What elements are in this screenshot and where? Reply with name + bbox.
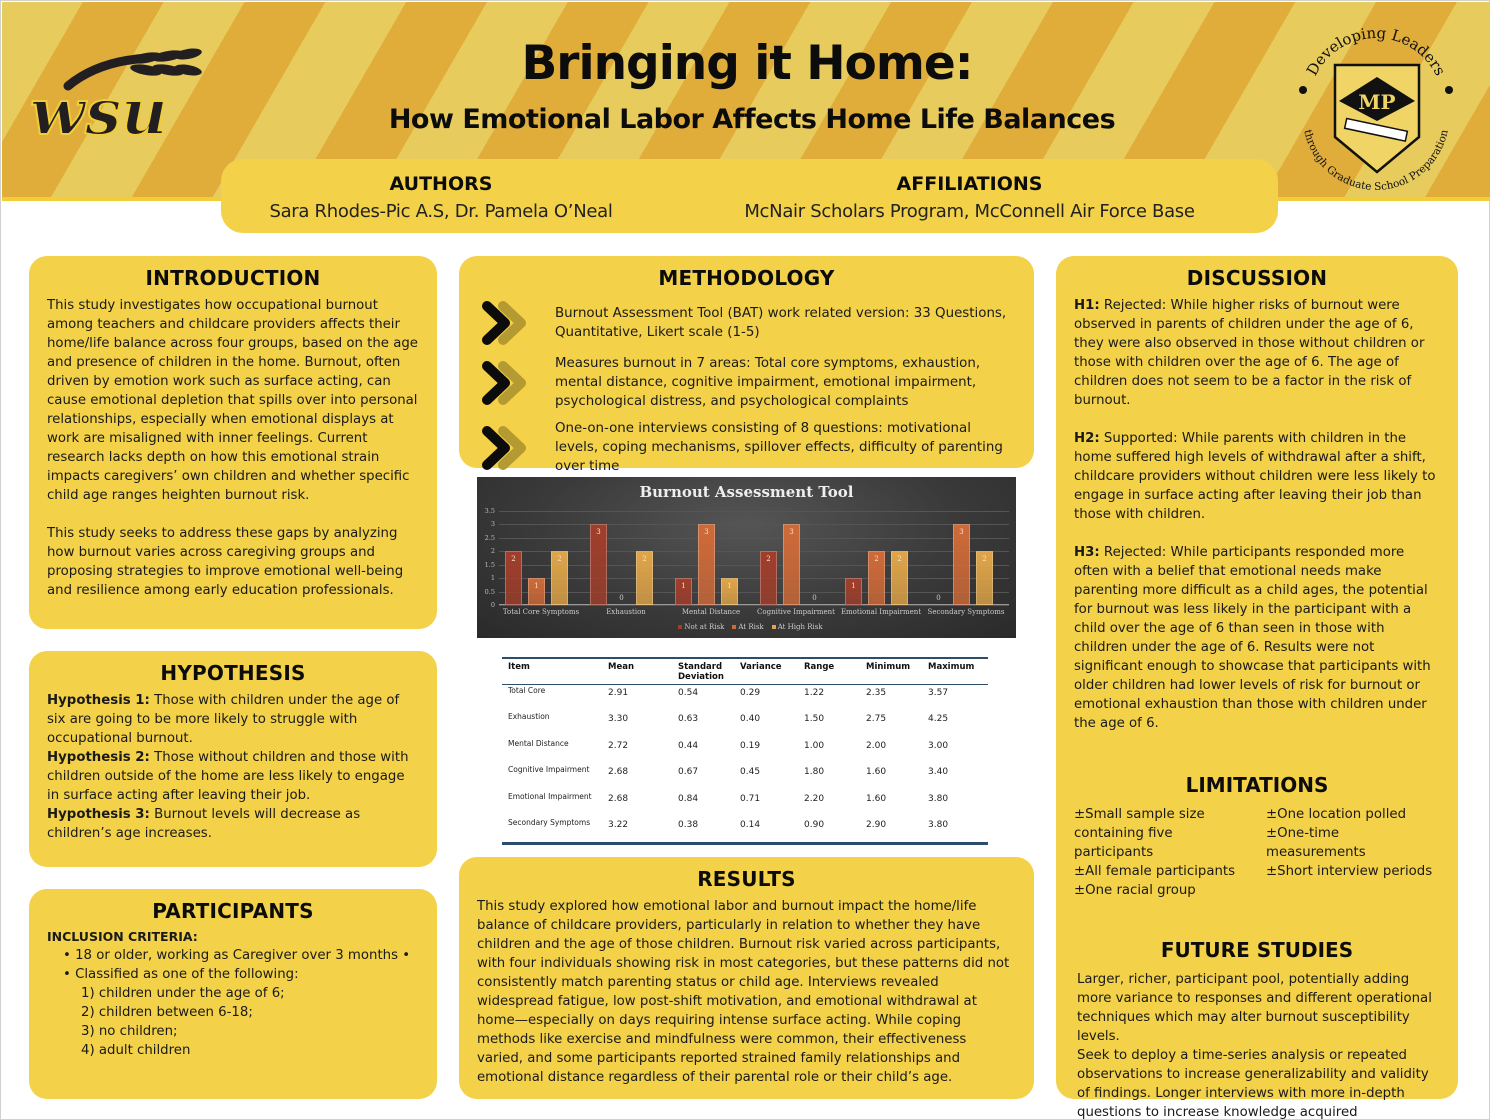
hypothesis-2: Hypothesis 2: Those without children and those with children outside of the home are less likely to engage in surface acting after leaving their job. [47, 750, 409, 803]
methodology-item-text: Measures burnout in 7 areas: Total core symptoms, exhaustion, mental distance, cognitive impairment, emotional impairment, psychological distress, and psychological complaints [555, 356, 981, 409]
hypothesis-card [29, 651, 437, 867]
table-cell: 2.72 [608, 740, 629, 751]
double-chevron-icon [477, 300, 535, 346]
methodology-card [459, 256, 1034, 474]
bar: 1 [675, 578, 692, 605]
affiliations-label: AFFILIATIONS [896, 173, 1043, 195]
bar: 3 [783, 524, 800, 605]
table-cell: 0.14 [740, 820, 761, 830]
limitation-item: containing five participants [1074, 826, 1173, 860]
y-tick-label: 3 [490, 520, 495, 529]
legend-label: At High Risk [777, 623, 823, 631]
criteria-item: • Classified as one of the following: [63, 965, 419, 984]
table-header-cell: Standard Deviation [672, 658, 734, 685]
methodology-heading: METHODOLOGY [658, 266, 835, 290]
table-cell: Total Core [508, 686, 546, 695]
table-cell: 0.19 [740, 740, 761, 751]
discussion-h1: H1: Rejected: While higher risks of burnout were observed in parents of children under the age of 6, they were also observed in those without children or those with children over the age of 6. The age of children does not seem to be a factor in the risk of burnout. [1074, 298, 1425, 408]
results-card [459, 857, 1034, 1099]
table-cell: 0.67 [678, 767, 699, 777]
discussion-card [1056, 256, 1458, 1120]
y-tick-label: 2.5 [484, 533, 495, 542]
bar-zero-label: 0 [812, 594, 817, 602]
bar: 2 [868, 551, 885, 605]
legend-label: At Risk [738, 623, 764, 631]
discussion-h3: H3: Rejected: While participants responded more often with a belief that emotional needs make parenting more difficult as a child ages, the potential for burnout was less likely in the participant with a child over the age of 6 than seen in those with children under the age of 6. Results were not significant enough to showcase that participants with older children had lower levels of risk for burnout or emotional exhaustion than those with children under the age of 6. [1074, 545, 1431, 731]
table-cell: 1.60 [866, 793, 887, 804]
table-cell: 3.80 [928, 820, 949, 830]
svg-text:Developing Leaders: Developing Leaders [1302, 23, 1450, 79]
methodology-item [477, 354, 1016, 411]
table-cell: 3.40 [928, 767, 949, 777]
gridline [499, 605, 1009, 606]
table-cell: 1.22 [804, 688, 825, 698]
double-chevron-icon [477, 360, 535, 406]
table-cell: 3.00 [928, 740, 949, 751]
hypothesis-heading: HYPOTHESIS [160, 661, 306, 685]
methodology-item-text: One-on-one interviews consisting of 8 questions: motivational levels, coping mechanisms, spillover effects, difficulty of parenting over time [555, 421, 1003, 474]
legend-label: Not at Risk [684, 623, 725, 631]
table-cell: 1.00 [804, 740, 825, 751]
x-category-label: Cognitive Impairment [757, 608, 835, 616]
table-cell: 3.22 [608, 820, 629, 830]
gridline [499, 551, 1009, 552]
limitations-left [1074, 805, 1248, 900]
y-tick-label: 0.5 [484, 587, 495, 596]
hypothesis-3: Hypothesis 3: Burnout levels will decrease as children’s age increases. [47, 807, 361, 841]
results-text: This study explored how emotional labor and burnout impact the home/life balance of childcare providers, particularly in relation to whether they have children and the age of those children. Burnout risk varied across participants, with four individuals showing risk in most categories, but these patterns did not consistently match parenting status or child age. Interviews revealed widespread fatigue, low post-shift motivation, and emotional withdrawal at home—especially on days requiring intense surface acting. While coping methods like exercise and mindfulness were common, their effectiveness varied, and some participants reported strained family relationships and emotional distance regardless of their parental role or their child’s age. [477, 899, 1010, 1085]
limitation-item: measurements [1266, 845, 1366, 860]
table-header-cell: Minimum [860, 658, 922, 685]
mcnair-logo-icon [1287, 17, 1465, 192]
table-cell: 0.63 [678, 714, 699, 724]
table-cell: 3.80 [928, 793, 949, 804]
table-header-cell: Range [798, 658, 860, 685]
y-tick-label: 3.5 [484, 507, 495, 515]
table-cell: 1.80 [804, 767, 825, 777]
burnout-bar-chart [477, 477, 1016, 638]
bar: 2 [760, 551, 777, 605]
introduction-card [29, 256, 437, 629]
group-item: 1) children under the age of 6; [81, 986, 285, 1001]
table-cell: 0.71 [740, 793, 761, 804]
table-cell: 0.44 [678, 740, 699, 751]
y-tick-label: 0 [490, 601, 495, 609]
gridline [499, 592, 1009, 593]
bar: 2 [636, 551, 653, 605]
methodology-item-text: Burnout Assessment Tool (BAT) work related version: 33 Questions, Quantitative, Likert scale (1-5) [555, 306, 1007, 340]
group-list [81, 984, 419, 1060]
table-cell: 0.54 [678, 688, 699, 698]
bar: 1 [528, 578, 545, 605]
bar: 1 [845, 578, 862, 605]
table-cell: 0.40 [740, 714, 761, 724]
table-cell: 2.90 [866, 820, 887, 830]
table-cell: Secondary Symptoms [508, 818, 591, 827]
future-studies-paragraph-2: Seek to deploy a time-series analysis or repeated observations to increase generalizability and validity of findings. Longer interviews with more in-depth questions to increase knowledge acquired [1077, 1048, 1429, 1120]
gridline [499, 565, 1009, 566]
participants-card [29, 889, 437, 1099]
legend-swatch [678, 625, 682, 629]
y-tick-label: 2 [490, 547, 495, 556]
gridline [499, 511, 1009, 512]
legend-swatch [732, 625, 736, 629]
table-cell: 0.45 [740, 767, 761, 777]
future-studies-heading: FUTURE STUDIES [1160, 938, 1354, 962]
inclusion-criteria-list [63, 946, 419, 984]
table-cell: 4.25 [928, 714, 949, 724]
discussion-heading: DISCUSSION [1186, 266, 1328, 290]
poster-title: Bringing it Home: [521, 36, 973, 91]
x-category-label: Total Core Symptoms [502, 608, 580, 616]
table-cell: 1.50 [804, 714, 825, 724]
authors-block [221, 159, 661, 233]
table-cell: 2.68 [608, 767, 629, 777]
x-axis [499, 604, 1009, 605]
x-category-label: Secondary Symptoms [927, 608, 1005, 616]
table-cell: 2.91 [608, 688, 629, 698]
group-item: 2) children between 6-18; [81, 1005, 253, 1020]
introduction-paragraph-1: This study investigates how occupational burnout among teachers and childcare providers affects their home/life balance across four groups, based on the age and presence of children in the home. Burnout, often driven by emotion work such as surface acting, can cause emotional depletion that spills over into personal relationships, especially when emotional displays at work are misaligned with inner feelings. Current research lacks depth on how this emotional strain impacts caregivers’ own children and whether specific child age ranges heighten burnout risk. [47, 298, 418, 503]
bar: 2 [976, 551, 993, 605]
group-item: 4) adult children [81, 1043, 191, 1058]
inclusion-criteria-label: INCLUSION CRITERIA: [47, 929, 198, 944]
limitation-item: ±One-time [1266, 826, 1340, 841]
y-tick-label: 1.5 [484, 560, 495, 569]
limitations-right [1266, 805, 1440, 900]
table-cell: 3.57 [928, 688, 949, 698]
x-category-label: Exhaustion [606, 608, 646, 616]
table-cell: 2.75 [866, 714, 887, 724]
affiliations-block [661, 159, 1278, 233]
bar-zero-label: 0 [936, 594, 941, 602]
limitation-item: ±One racial group [1074, 883, 1196, 898]
legend-swatch [772, 625, 776, 629]
authors-label: AUTHORS [389, 173, 493, 195]
gridline [499, 538, 1009, 539]
future-studies-paragraph-1: Larger, richer, participant pool, potentially adding more variance to responses and different operational techniques which may alter burnout susceptibility levels. [1077, 972, 1432, 1044]
table-cell: 0.38 [678, 820, 699, 830]
bar: 2 [891, 551, 908, 605]
x-category-label: Emotional Impairment [840, 608, 922, 616]
table-row [502, 738, 988, 765]
y-tick-label: 1 [490, 574, 495, 583]
table-cell: 0.84 [678, 793, 699, 804]
table-cell: 0.90 [804, 820, 825, 830]
gridline [499, 524, 1009, 525]
methodology-item [477, 300, 1016, 346]
limitation-item: ±All female participants [1074, 864, 1236, 879]
table-header-cell: Variance [734, 658, 798, 685]
table-cell: 2.20 [804, 793, 825, 804]
table-header-cell: Maximum [922, 658, 988, 685]
bar: 2 [505, 551, 522, 605]
table-cell: 3.30 [608, 714, 629, 724]
gridline [499, 578, 1009, 579]
poster-subtitle: How Emotional Labor Affects Home Life Balances [388, 104, 1116, 135]
table-cell: Exhaustion [508, 712, 550, 721]
descriptive-statistics-table [502, 657, 988, 845]
hypothesis-1: Hypothesis 1: Those with children under the age of six are going to be more likely to struggle with occupational burnout. [47, 693, 400, 746]
x-category-label: Mental Distance [681, 608, 741, 616]
introduction-paragraph-2: This study seeks to address these gaps by analyzing how burnout varies across caregiving groups and proposing strategies to improve emotional well-being and resilience among early education professionals. [47, 526, 404, 598]
results-heading: RESULTS [697, 867, 796, 891]
criteria-item: • 18 or older, working as Caregiver over 3 months • [63, 946, 419, 965]
table-cell: 2.68 [608, 793, 629, 804]
table-cell: 2.00 [866, 740, 887, 751]
table-cell: 1.60 [866, 767, 887, 777]
limitation-item: ±One location polled [1266, 807, 1407, 822]
limitation-item: ±Small sample size [1074, 807, 1205, 822]
table-cell: 2.35 [866, 688, 887, 698]
svg-text:through Graduate School Prepar: through Graduate School Preparation [1301, 128, 1451, 192]
table-row [502, 791, 988, 818]
table-cell: Cognitive Impairment [508, 765, 590, 774]
bar-zero-label: 0 [619, 594, 624, 602]
limitations-heading: LIMITATIONS [1185, 773, 1329, 797]
svg-text:MP: MP [1358, 90, 1396, 114]
double-chevron-icon [477, 425, 535, 471]
table-cell: Emotional Impairment [508, 791, 592, 801]
methodology-item [477, 419, 1016, 476]
table-row [502, 817, 988, 844]
table-header-cell: Item [502, 658, 602, 685]
chart-legend [477, 623, 1016, 631]
bar: 3 [953, 524, 970, 605]
table-row [502, 685, 988, 712]
introduction-heading: INTRODUCTION [145, 266, 321, 290]
discussion-h2: H2: Supported: While parents with children in the home suffered high levels of withdrawal after a shift, childcare providers without children were less likely to engage in surface acting after leaving their job than those with children. [1074, 431, 1436, 522]
bar: 2 [551, 551, 568, 605]
affiliations-names: McNair Scholars Program, McConnell Air Force Base [744, 201, 1195, 222]
limitations-list [1074, 805, 1440, 900]
svg-text:wsu: wsu [30, 75, 168, 150]
group-item: 3) no children; [81, 1024, 178, 1039]
participants-heading: PARTICIPANTS [152, 899, 314, 923]
table-row [502, 764, 988, 791]
chart-plot-area [484, 507, 1009, 616]
table-header-cell: Mean [602, 658, 672, 685]
chart-title: Burnout Assessment Tool [639, 483, 854, 501]
authors-affiliations-bar [221, 159, 1278, 233]
bar: 3 [590, 524, 607, 605]
bar: 1 [721, 578, 738, 605]
table-cell: Mental Distance [508, 738, 569, 748]
limitation-item: ±Short interview periods [1266, 864, 1433, 879]
bar: 3 [698, 524, 715, 605]
authors-names: Sara Rhodes-Pic A.S, Dr. Pamela O’Neal [269, 201, 613, 222]
table-cell: 0.29 [740, 688, 761, 698]
table-row [502, 711, 988, 738]
